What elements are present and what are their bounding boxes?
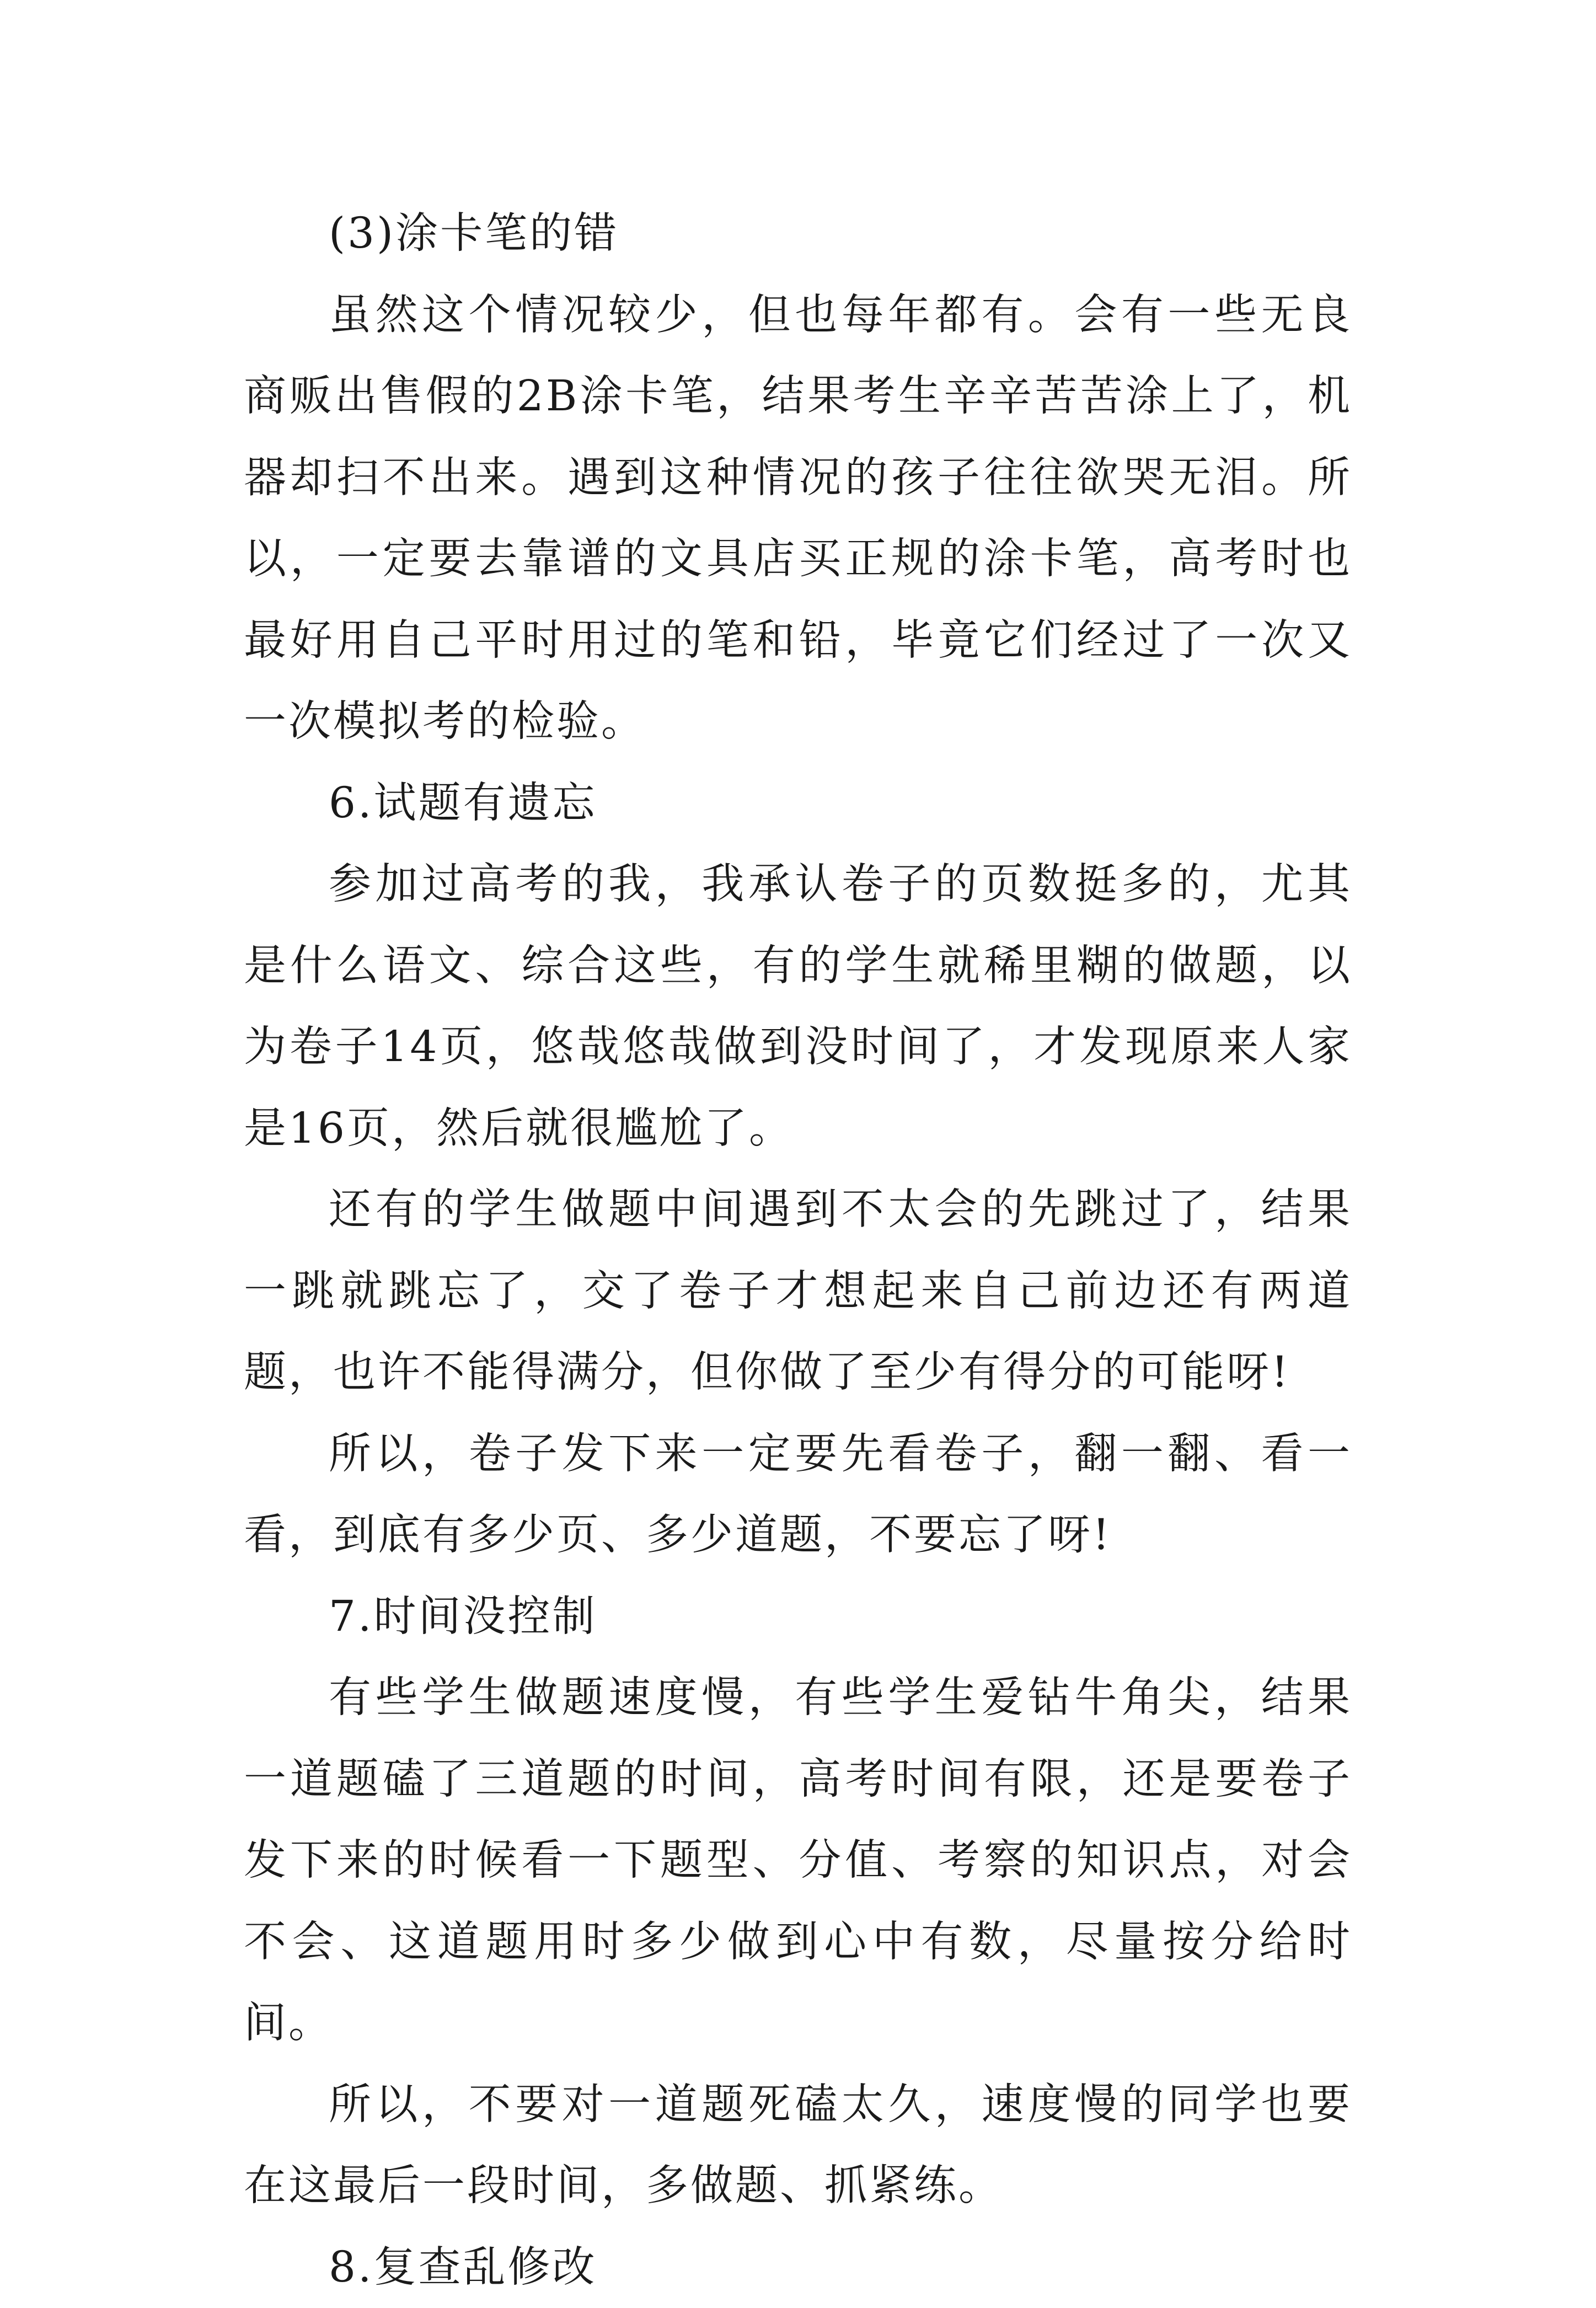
paragraph-skipped-questions: 还有的学生做题中间遇到不太会的先跳过了，结果一跳就跳忘了，交了卷子才想起来自己前边还有两道题，也许不能得满分，但你做了至少有得分的可能呀! (244, 1169, 1352, 1413)
section-heading-pen-error: (3)涂卡笔的错 (244, 193, 1352, 275)
paragraph-check-paper: 所以，卷子发下来一定要先看卷子，翻一翻、看一看，到底有多少页、多少道题，不要忘了呀! (244, 1413, 1352, 1576)
section-heading-forgotten-questions: 6.试题有遗忘 (244, 763, 1352, 844)
paragraph-slow-speed: 有些学生做题速度慢，有些学生爱钻牛角尖，结果一道题磕了三道题的时间，高考时间有限，还是要卷子发下来的时候看一下题型、分值、考察的知识点，对会不会、这道题用时多少做到心中有数，尽量按分给时间。 (244, 1657, 1352, 2064)
section-heading-review-changes: 8.复查乱修改 (244, 2227, 1352, 2308)
section-heading-time-control: 7.时间没控制 (244, 1576, 1352, 1658)
paragraph-fake-pen: 虽然这个情况较少，但也每年都有。会有一些无良商贩出售假的2B涂卡笔，结果考生辛辛苦苦涂上了，机器却扫不出来。遇到这种情况的孩子往往欲哭无泪。所以，一定要去靠谱的文具店买正规的涂卡笔，高考时也最好用自己平时用过的笔和铅，毕竟它们经过了一次又一次模拟考的检验。 (244, 275, 1352, 763)
document-body (244, 193, 1352, 2308)
paragraph-page-count: 参加过高考的我，我承认卷子的页数挺多的，尤其是什么语文、综合这些，有的学生就稀里糊的做题，以为卷子14页，悠哉悠哉做到没时间了，才发现原来人家是16页，然后就很尴尬了。 (244, 844, 1352, 1169)
paragraph-dont-dwell: 所以，不要对一道题死磕太久，速度慢的同学也要在这最后一段时间，多做题、抓紧练。 (244, 2064, 1352, 2227)
